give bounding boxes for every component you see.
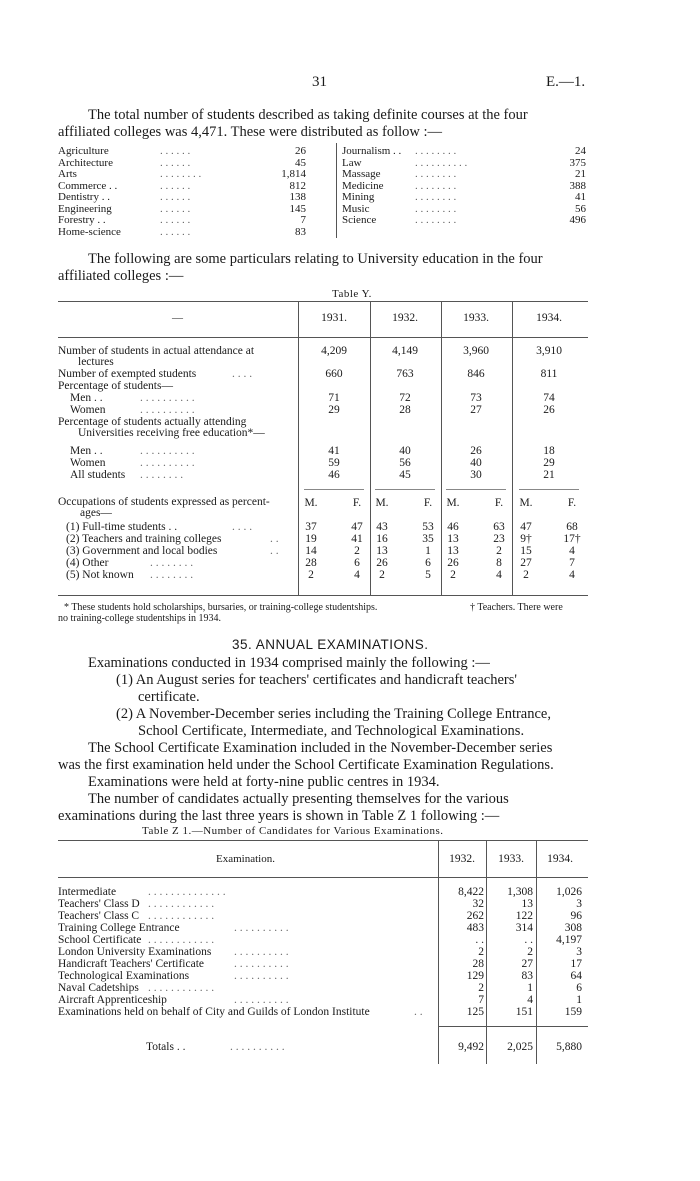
table-y-cell: 21 xyxy=(543,469,555,481)
table-y-cell: 3,960 xyxy=(463,345,489,357)
table-y-cell: 4 xyxy=(569,545,575,557)
table-y-mf-brace xyxy=(375,489,435,490)
table-y-row-label: Number of exempted students xyxy=(58,368,197,380)
table-z1-row-label: Technological Examinations xyxy=(58,970,190,982)
table-y-cell: 13 xyxy=(447,545,459,557)
table-z1-cell: 2 xyxy=(478,946,484,958)
course-name: Mining xyxy=(342,191,375,203)
table-z1-cell: 1,026 xyxy=(556,886,582,898)
table-y-footnote-1b: † Teachers. There were xyxy=(470,602,563,613)
table-y-cell: 8 xyxy=(496,557,502,569)
table-z1-cell: 28 xyxy=(472,958,484,970)
page-number: 31 xyxy=(312,74,327,90)
table-y-cell: 26 xyxy=(447,557,459,569)
table-y-row-label: Men . . xyxy=(70,445,103,457)
course-count: 56 xyxy=(575,202,586,215)
table-y-cell: 4,209 xyxy=(321,345,347,357)
table-z1-row-label: Handicraft Teachers' Certificate xyxy=(58,958,205,970)
section-heading: 35. ANNUAL EXAMINATIONS. xyxy=(232,637,429,652)
table-z1-cell: 27 xyxy=(521,958,533,970)
table-y-cell: 41 xyxy=(328,445,340,457)
course-count: 24 xyxy=(575,145,586,157)
intro-line-1: The total number of students described as taking definite courses at the four xyxy=(88,107,528,123)
table-z1-totals-rule xyxy=(438,1026,588,1027)
section-35-line: The School Certificate Examination included in the November-December series xyxy=(88,740,553,756)
table-z1-total: 9,492 xyxy=(458,1041,484,1053)
table-y-cell: 763 xyxy=(396,368,414,380)
table-y-leader-dots: . . xyxy=(270,533,279,545)
table-z1-leader-dots: . . . . . . . . . . xyxy=(234,970,289,982)
table-y-cell: 47 xyxy=(351,521,363,533)
table-y-row-label: All students xyxy=(70,469,126,481)
table-y-year-header: 1933. xyxy=(463,312,489,324)
table-y-cell: 17† xyxy=(563,533,581,545)
course-count: 388 xyxy=(569,179,586,192)
table-y-row-label: Men . . xyxy=(70,392,103,404)
table-y-leader-dots: . . xyxy=(270,545,279,557)
table-z1-leader-dots: . . . . . . . . . . . . xyxy=(148,898,215,910)
table-z1-leader-dots: . . . . . . . . . . . . xyxy=(148,934,215,946)
table-y-cell: 26 xyxy=(470,445,482,457)
table-y-bottom-rule xyxy=(58,595,588,596)
course-name: Journalism . . xyxy=(342,145,402,157)
table-y-mf-header: F. xyxy=(352,497,362,509)
table-y-cell: 660 xyxy=(325,368,343,380)
table-y-mf-brace xyxy=(519,489,579,490)
table-y-cell: 2 xyxy=(450,569,456,581)
table-y-cell: 2 xyxy=(496,545,502,557)
table-y-footnote-1: * These students hold scholarships, bursaries, or training-college studentships. xyxy=(64,602,378,613)
table-y-cell: 28 xyxy=(399,404,411,416)
course-count: 83 xyxy=(295,225,306,238)
table-z1-cell: 4,197 xyxy=(556,934,582,946)
table-z1-cell: 3 xyxy=(576,946,582,958)
course-count: 45 xyxy=(295,156,306,169)
course-leader-dots: . . . . . . xyxy=(160,145,191,157)
course-name: Engineering xyxy=(58,202,112,215)
table-y-cell: 35 xyxy=(422,533,434,545)
table-y-cell: 37 xyxy=(305,521,317,533)
document-reference: E.—1. xyxy=(546,74,586,90)
table-z1-leader-dots: . . . . . . . . . . . . . . xyxy=(148,886,226,898)
table-y-cell: 59 xyxy=(328,457,340,469)
table-y-cell: 68 xyxy=(566,521,578,533)
courses-divider xyxy=(336,143,337,238)
table-y-cell: 46 xyxy=(447,521,459,533)
table-y-leader-dots: . . . . . . . . . . xyxy=(140,445,195,457)
table-z1-cell: 1 xyxy=(576,994,582,1006)
table-y-cell: 14 xyxy=(305,545,317,557)
table-z1-leader-dots: . . . . . . . . . . xyxy=(234,946,289,958)
course-leader-dots: . . . . . . . . xyxy=(160,168,202,180)
table-y-row-label: lectures xyxy=(78,356,114,368)
section-35-line: The number of candidates actually presenting themselves for the various xyxy=(88,791,509,807)
course-leader-dots: . . . . . . xyxy=(160,202,191,215)
table-y-cell: 73 xyxy=(470,392,482,404)
table-y-cell: 4 xyxy=(496,569,502,581)
table-y-occupations-label-2: ages— xyxy=(80,507,112,519)
table-y-mf-header: M. xyxy=(304,497,318,509)
table-y-cell: 40 xyxy=(470,457,482,469)
course-count: 21 xyxy=(575,168,586,180)
table-z1-cell: 6 xyxy=(576,982,582,994)
table-y-leader-dots: . . . . . . . . xyxy=(140,469,184,481)
course-name: Science xyxy=(342,214,377,226)
table-y-occupation-label: (4) Other xyxy=(66,557,109,569)
table-z1-leader-dots: . . . . . . . . . . xyxy=(234,994,289,1006)
table-y-row-label: Universities receiving free education*— xyxy=(78,427,265,439)
table-z1-totals-dots: . . . . . . . . . . xyxy=(230,1041,285,1053)
table-y-occupation-label: (3) Government and local bodies xyxy=(66,545,218,557)
course-leader-dots: . . . . . . . . xyxy=(415,179,457,192)
table-z1-col-examination: Examination. xyxy=(216,853,275,865)
course-leader-dots: . . . . . . . . xyxy=(415,145,457,157)
table-y-leader-dots: . . . . xyxy=(232,368,253,380)
table-y-cell: 2 xyxy=(523,569,529,581)
course-count: 496 xyxy=(569,214,586,226)
table-y-cell: 45 xyxy=(399,469,411,481)
table-y-mf-header: M. xyxy=(375,497,389,509)
table-z1-title: Table Z 1.—Number of Candidates for Various Examinations. xyxy=(142,825,444,837)
course-name: Architecture xyxy=(58,156,113,169)
table-z1-cell: 483 xyxy=(466,922,484,934)
table-y-cell: 29 xyxy=(543,457,555,469)
table-z1-cell: 2 xyxy=(527,946,533,958)
course-name: Dentistry . . xyxy=(58,191,110,203)
table-y-cell: 28 xyxy=(305,557,317,569)
table-y-cell: 27 xyxy=(520,557,532,569)
table-y-occupation-label: (5) Not known xyxy=(66,569,134,581)
table-z1-cell: 125 xyxy=(466,1006,484,1018)
table-y-cell: 6 xyxy=(354,557,360,569)
section-35-line: School Certificate, Intermediate, and Technological Examinations. xyxy=(138,723,525,739)
table-z1-cell: 122 xyxy=(515,910,533,922)
table-y-cell: 23 xyxy=(493,533,505,545)
table-y-cell: 9† xyxy=(520,533,532,545)
table-z1-cell: . . xyxy=(524,934,533,946)
table-z1-row-label: Intermediate xyxy=(58,886,117,898)
table-z1-leader-dots: . . . . . . . . . . xyxy=(234,922,289,934)
section-35-line: certificate. xyxy=(138,689,200,705)
table-y-cell: 56 xyxy=(399,457,411,469)
course-count: 812 xyxy=(289,179,306,192)
table-y-row-label: Percentage of students— xyxy=(58,380,173,392)
table-y-footnote-2: no training-college studentships in 1934. xyxy=(58,613,222,624)
table-z1-leader-dots: . . . . . . . . . . . . xyxy=(148,982,215,994)
table-y-cell: 4,149 xyxy=(392,345,418,357)
table-z1-total: 5,880 xyxy=(556,1041,582,1053)
table-z1-cell: 64 xyxy=(570,970,582,982)
table-y-cell: 846 xyxy=(467,368,485,380)
table-z1-cell: 1,308 xyxy=(507,886,533,898)
table-y-stub-dash: — xyxy=(172,312,183,324)
table-z1-cell: 3 xyxy=(576,898,582,910)
table-y-row-label: Number of students in actual attendance at xyxy=(58,345,255,357)
table-y-cell: 53 xyxy=(422,521,434,533)
table-y-leader-dots: . . . . xyxy=(232,521,253,533)
table-z1-year-header: 1934. xyxy=(547,853,573,865)
table-z1-cell: 8,422 xyxy=(458,886,484,898)
table-y-cell: 26 xyxy=(543,404,555,416)
section-35-line: (1) An August series for teachers' certificates and handicraft teachers' xyxy=(116,672,517,688)
table-y-cell: 26 xyxy=(376,557,388,569)
table-y-cell: 43 xyxy=(376,521,388,533)
table-y-cell: 1 xyxy=(425,545,431,557)
table-y-header-rule xyxy=(58,337,588,338)
table-z1-total: 2,025 xyxy=(507,1041,533,1053)
course-count: 26 xyxy=(295,145,306,157)
table-y-leader-dots: . . . . . . . . xyxy=(150,569,194,581)
table-z1-cell: 129 xyxy=(466,970,484,982)
course-leader-dots: . . . . . . xyxy=(160,156,191,169)
table-y-cell: 13 xyxy=(376,545,388,557)
table-z1-row-label: Aircraft Apprenticeship xyxy=(58,994,167,1006)
table-y-leader-dots: . . . . . . . . . . xyxy=(140,457,195,469)
table-y-cell: 40 xyxy=(399,445,411,457)
table-z1-row-label: Teachers' Class D xyxy=(58,898,140,910)
course-leader-dots: . . . . . . . . xyxy=(415,191,457,203)
course-leader-dots: . . . . . . . . xyxy=(415,202,457,215)
table-z1-year-header: 1932. xyxy=(449,853,475,865)
table-z1-row-label: Examinations held on behalf of City and Guilds of London Institute xyxy=(58,1006,370,1018)
table-y-cell: 3,910 xyxy=(536,345,562,357)
table-z1-row-label: Naval Cadetships xyxy=(58,982,139,994)
course-leader-dots: . . . . . . . . xyxy=(415,168,457,180)
course-name: Home-science xyxy=(58,225,121,238)
table-y-cell: 4 xyxy=(569,569,575,581)
table-z1-cell: 159 xyxy=(564,1006,582,1018)
table-y-mf-header: F. xyxy=(494,497,504,509)
table-z1-leader-dots: . . . . . . . . . . . . xyxy=(148,910,215,922)
table-z1-row-label: Teachers' Class C xyxy=(58,910,140,922)
course-leader-dots: . . . . . . . . xyxy=(415,214,457,226)
course-count: 138 xyxy=(289,191,306,203)
table-y-title: Table Y. xyxy=(332,288,372,300)
table-z1-cell: 308 xyxy=(564,922,582,934)
table-y-cell: 46 xyxy=(328,469,340,481)
table-z1-cell: 4 xyxy=(527,994,533,1006)
table-y-row-label: Women xyxy=(70,457,106,469)
table-z1-cell: 1 xyxy=(527,982,533,994)
table-y-cell: 2 xyxy=(308,569,314,581)
following-line-1: The following are some particulars relating to University education in the four xyxy=(88,251,543,267)
table-y-mf-header: F. xyxy=(567,497,577,509)
table-y-cell: 63 xyxy=(493,521,505,533)
table-y-top-rule xyxy=(58,301,588,302)
following-line-2: affiliated colleges :— xyxy=(58,268,184,284)
course-name: Forestry . . xyxy=(58,214,106,226)
table-y-occupation-label: (2) Teachers and training colleges xyxy=(66,533,222,545)
table-z1-cell: 13 xyxy=(521,898,533,910)
table-y-cell: 5 xyxy=(425,569,431,581)
course-name: Massage xyxy=(342,168,381,180)
table-y-row-label: Women xyxy=(70,404,106,416)
table-y-cell: 16 xyxy=(376,533,388,545)
table-y-occupation-label: (1) Full-time students . . xyxy=(66,521,178,533)
table-y-year-header: 1934. xyxy=(536,312,562,324)
course-count: 375 xyxy=(569,156,586,169)
table-z1-totals-label: Totals . . xyxy=(146,1041,186,1053)
course-count: 145 xyxy=(289,202,306,215)
table-z1-cell: 262 xyxy=(466,910,484,922)
table-z1-row-label: School Certificate xyxy=(58,934,142,946)
table-y-mf-brace xyxy=(446,489,506,490)
table-z1-cell: 96 xyxy=(570,910,582,922)
course-name: Arts xyxy=(58,168,77,180)
table-y-cell: 74 xyxy=(543,392,555,404)
table-y-row-label: Percentage of students actually attending xyxy=(58,416,247,428)
course-leader-dots: . . . . . . . . . . xyxy=(415,156,468,169)
table-z1-leader-dots: . . xyxy=(414,1006,423,1018)
section-35-line: (2) A November-December series including the Training College Entrance, xyxy=(116,706,551,722)
course-name: Law xyxy=(342,156,362,169)
table-y-cell: 27 xyxy=(470,404,482,416)
table-y-leader-dots: . . . . . . . . xyxy=(150,557,194,569)
table-y-cell: 19 xyxy=(305,533,317,545)
table-z1-cell: 32 xyxy=(472,898,484,910)
table-y-cell: 2 xyxy=(354,545,360,557)
course-name: Commerce . . xyxy=(58,179,118,192)
course-leader-dots: . . . . . . xyxy=(160,179,191,192)
table-y-cell: 18 xyxy=(543,445,555,457)
section-35-line: Examinations conducted in 1934 comprised mainly the following :— xyxy=(88,655,490,671)
table-y-cell: 7 xyxy=(569,557,575,569)
table-y-cell: 13 xyxy=(447,533,459,545)
table-z1-year-header: 1933. xyxy=(498,853,524,865)
course-name: Music xyxy=(342,202,370,215)
table-z1-cell: 83 xyxy=(521,970,533,982)
table-y-cell: 47 xyxy=(520,521,532,533)
table-y-leader-dots: . . . . . . . . . . xyxy=(140,392,195,404)
section-35-line: examinations during the last three years is shown in Table Z 1 following :— xyxy=(58,808,500,824)
table-z1-row-label: London University Examinations xyxy=(58,946,212,958)
table-z1-row-label: Training College Entrance xyxy=(58,922,180,934)
table-z1-cell: 151 xyxy=(515,1006,533,1018)
table-z1-cell: 7 xyxy=(478,994,484,1006)
course-leader-dots: . . . . . . xyxy=(160,191,191,203)
table-z1-header-rule xyxy=(58,877,588,878)
intro-line-2: affiliated colleges was 4,471. These were distributed as follow :— xyxy=(58,124,443,140)
table-y-mf-header: F. xyxy=(423,497,433,509)
table-y-cell: 30 xyxy=(470,469,482,481)
table-y-cell: 4 xyxy=(354,569,360,581)
table-y-cell: 71 xyxy=(328,392,340,404)
course-count: 7 xyxy=(300,214,306,226)
table-y-mf-header: M. xyxy=(519,497,533,509)
table-y-year-header: 1932. xyxy=(392,312,418,324)
course-name: Agriculture xyxy=(58,145,109,157)
table-y-cell: 41 xyxy=(351,533,363,545)
course-leader-dots: . . . . . . xyxy=(160,214,191,226)
section-35-line: was the first examination held under the School Certificate Examination Regulations. xyxy=(58,757,554,773)
course-count: 1,814 xyxy=(281,168,306,180)
table-z1-cell: 2 xyxy=(478,982,484,994)
course-count: 41 xyxy=(575,191,586,203)
table-y-mf-header: M. xyxy=(446,497,460,509)
table-z1-top-rule xyxy=(58,840,588,841)
section-35-line: Examinations were held at forty-nine public centres in 1934. xyxy=(88,774,440,790)
table-y-cell: 6 xyxy=(425,557,431,569)
table-z1-leader-dots: . . . . . . . . . . xyxy=(234,958,289,970)
table-z1-cell: 17 xyxy=(570,958,582,970)
table-y-leader-dots: . . . . . . . . . . xyxy=(140,404,195,416)
table-z1-cell: 314 xyxy=(515,922,533,934)
table-y-mf-brace xyxy=(304,489,364,490)
table-y-year-header: 1931. xyxy=(321,312,347,324)
table-y-cell: 15 xyxy=(520,545,532,557)
course-leader-dots: . . . . . . xyxy=(160,225,191,238)
table-y-cell: 29 xyxy=(328,404,340,416)
table-y-cell: 2 xyxy=(379,569,385,581)
table-z1-cell: . . xyxy=(475,934,484,946)
course-name: Medicine xyxy=(342,179,384,192)
table-y-occupations-label: Occupations of students expressed as percent- xyxy=(58,496,270,508)
table-y-cell: 72 xyxy=(399,392,411,404)
table-y-cell: 811 xyxy=(540,368,558,380)
